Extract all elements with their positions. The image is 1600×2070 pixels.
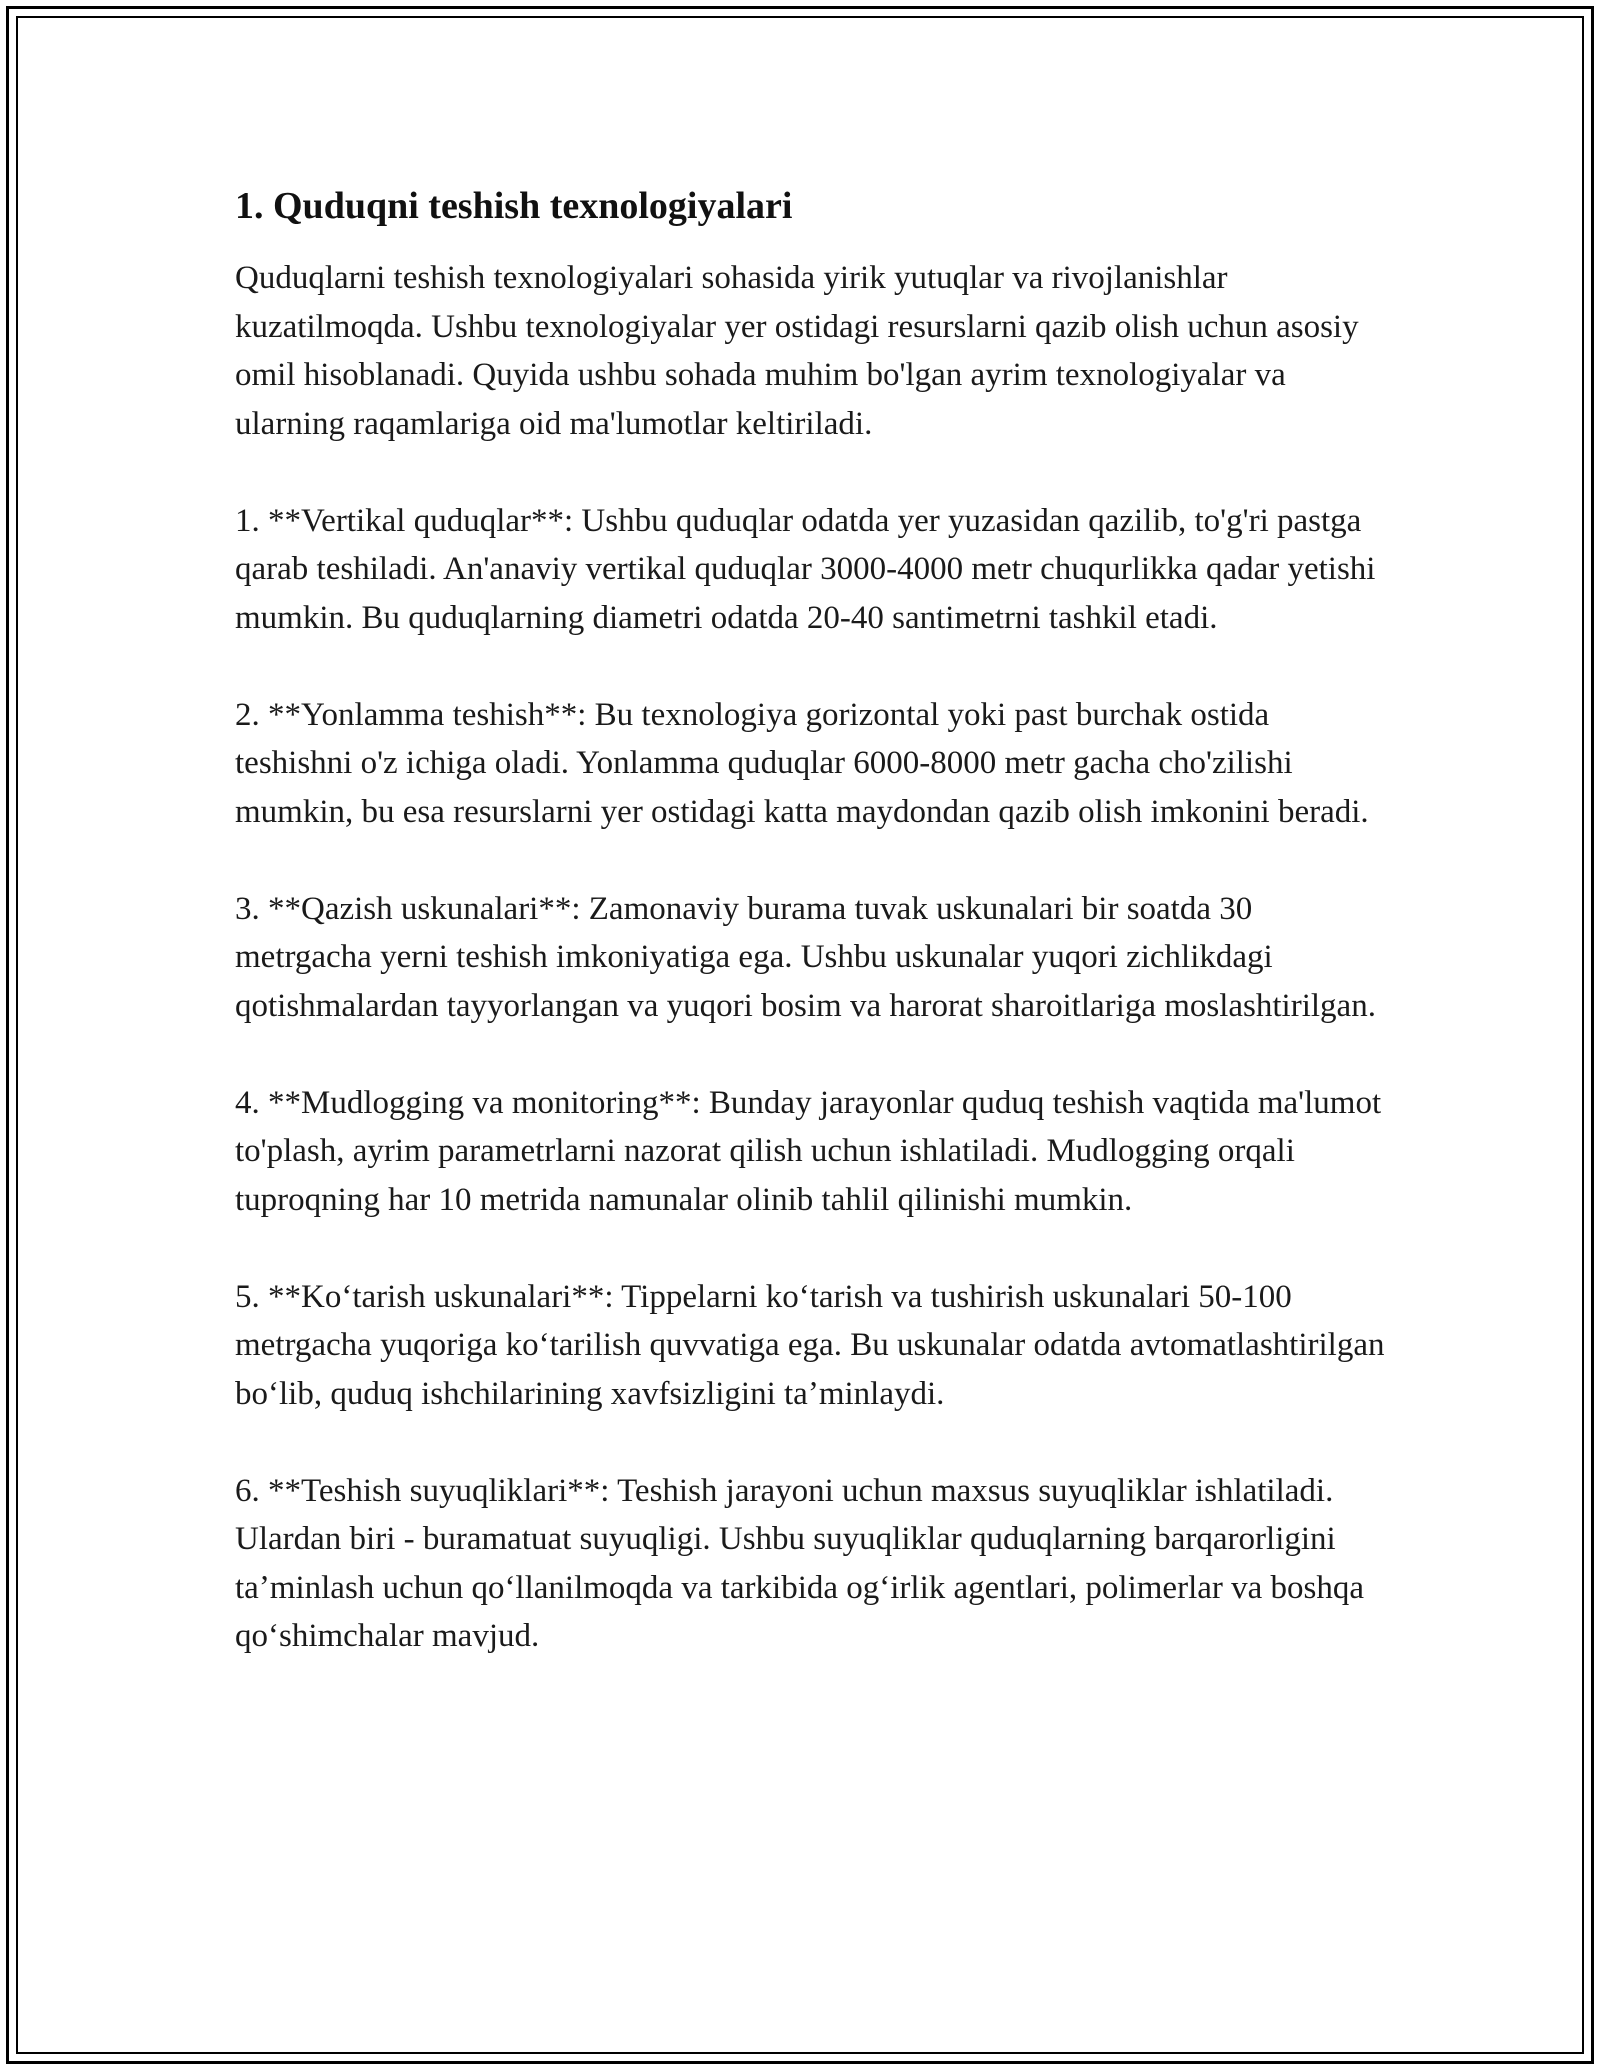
- paragraph-drilling-fluids: 6. **Teshish suyuqliklari**: Teshish jarayoni uchun maxsus suyuqliklar ishlatiladi. Ulardan biri - buramatuat suyuqligi. Ushbu suyuqliklar quduqlarning barqarorligini taʼminlash uchun qoʻllanilmoqda va tarkibida ogʻirlik agentlari, polimerlar va boshqa qoʻshimchalar mavjud.: [235, 1472, 1365, 1654]
- paragraph-intro: Quduqlarni teshish texnologiyalari sohasida yirik yutuqlar va rivojlanishlar kuzatilmoqda. Ushbu texnologiyalar yer ostidagi resurslarni qazib olish uchun asosiy omil hisoblanadi. Quyida ushbu sohada muhim bo'lgan ayrim texnologiyalar va ularning raqamlariga oid ma'lumotlar keltiriladi.: [235, 260, 1359, 442]
- document-body: [235, 182, 1385, 1661]
- paragraph-mudlogging: 4. **Mudlogging va monitoring**: Bunday jarayonlar quduq teshish vaqtida ma'lumot to'plash, ayrim parametrlarni nazorat qilish uchun ishlatiladi. Mudlogging orqali tuproqning har 10 metrida namunalar olinib tahlil qilinishi mumkin.: [235, 1084, 1382, 1218]
- paragraph-directional-drilling: 2. **Yonlamma teshish**: Bu texnologiya gorizontal yoki past burchak ostida teshishni o'z ichiga oladi. Yonlamma quduqlar 6000-8000 metr gacha cho'zilishi mumkin, bu esa resurslarni yer ostidagi katta maydondan qazib olish imkonini beradi.: [235, 696, 1369, 830]
- paragraph-lifting-equipment: 5. **Koʻtarish uskunalari**: Tippelarni koʻtarish va tushirish uskunalari 50-100 metrgacha yuqoriga koʻtarilish quvvatiga ega. Bu uskunalar odatda avtomatlashtirilgan boʻlib, quduq ishchilarining xavfsizligini taʼminlaydi.: [235, 1278, 1385, 1412]
- document-title: 1. Quduqni teshish texnologiyalari: [235, 185, 793, 227]
- paragraph-drilling-equipment: 3. **Qazish uskunalari**: Zamonaviy burama tuvak uskunalari bir soatda 30 metrgacha yerni teshish imkoniyatiga ega. Ushbu uskunalar yuqori zichlikdagi qotishmalardan tayyorlangan va yuqori bosim va harorat sharoitlariga moslashtirilgan.: [235, 890, 1376, 1024]
- paragraph-vertical-wells: 1. **Vertikal quduqlar**: Ushbu quduqlar odatda yer yuzasidan qazilib, to'g'ri pastga qarab teshiladi. An'anaviy vertikal quduqlar 3000-4000 metr chuqurlikka qadar yetishi mumkin. Bu quduqlarning diametri odatda 20-40 santimetrni tashkil etadi.: [235, 502, 1376, 636]
